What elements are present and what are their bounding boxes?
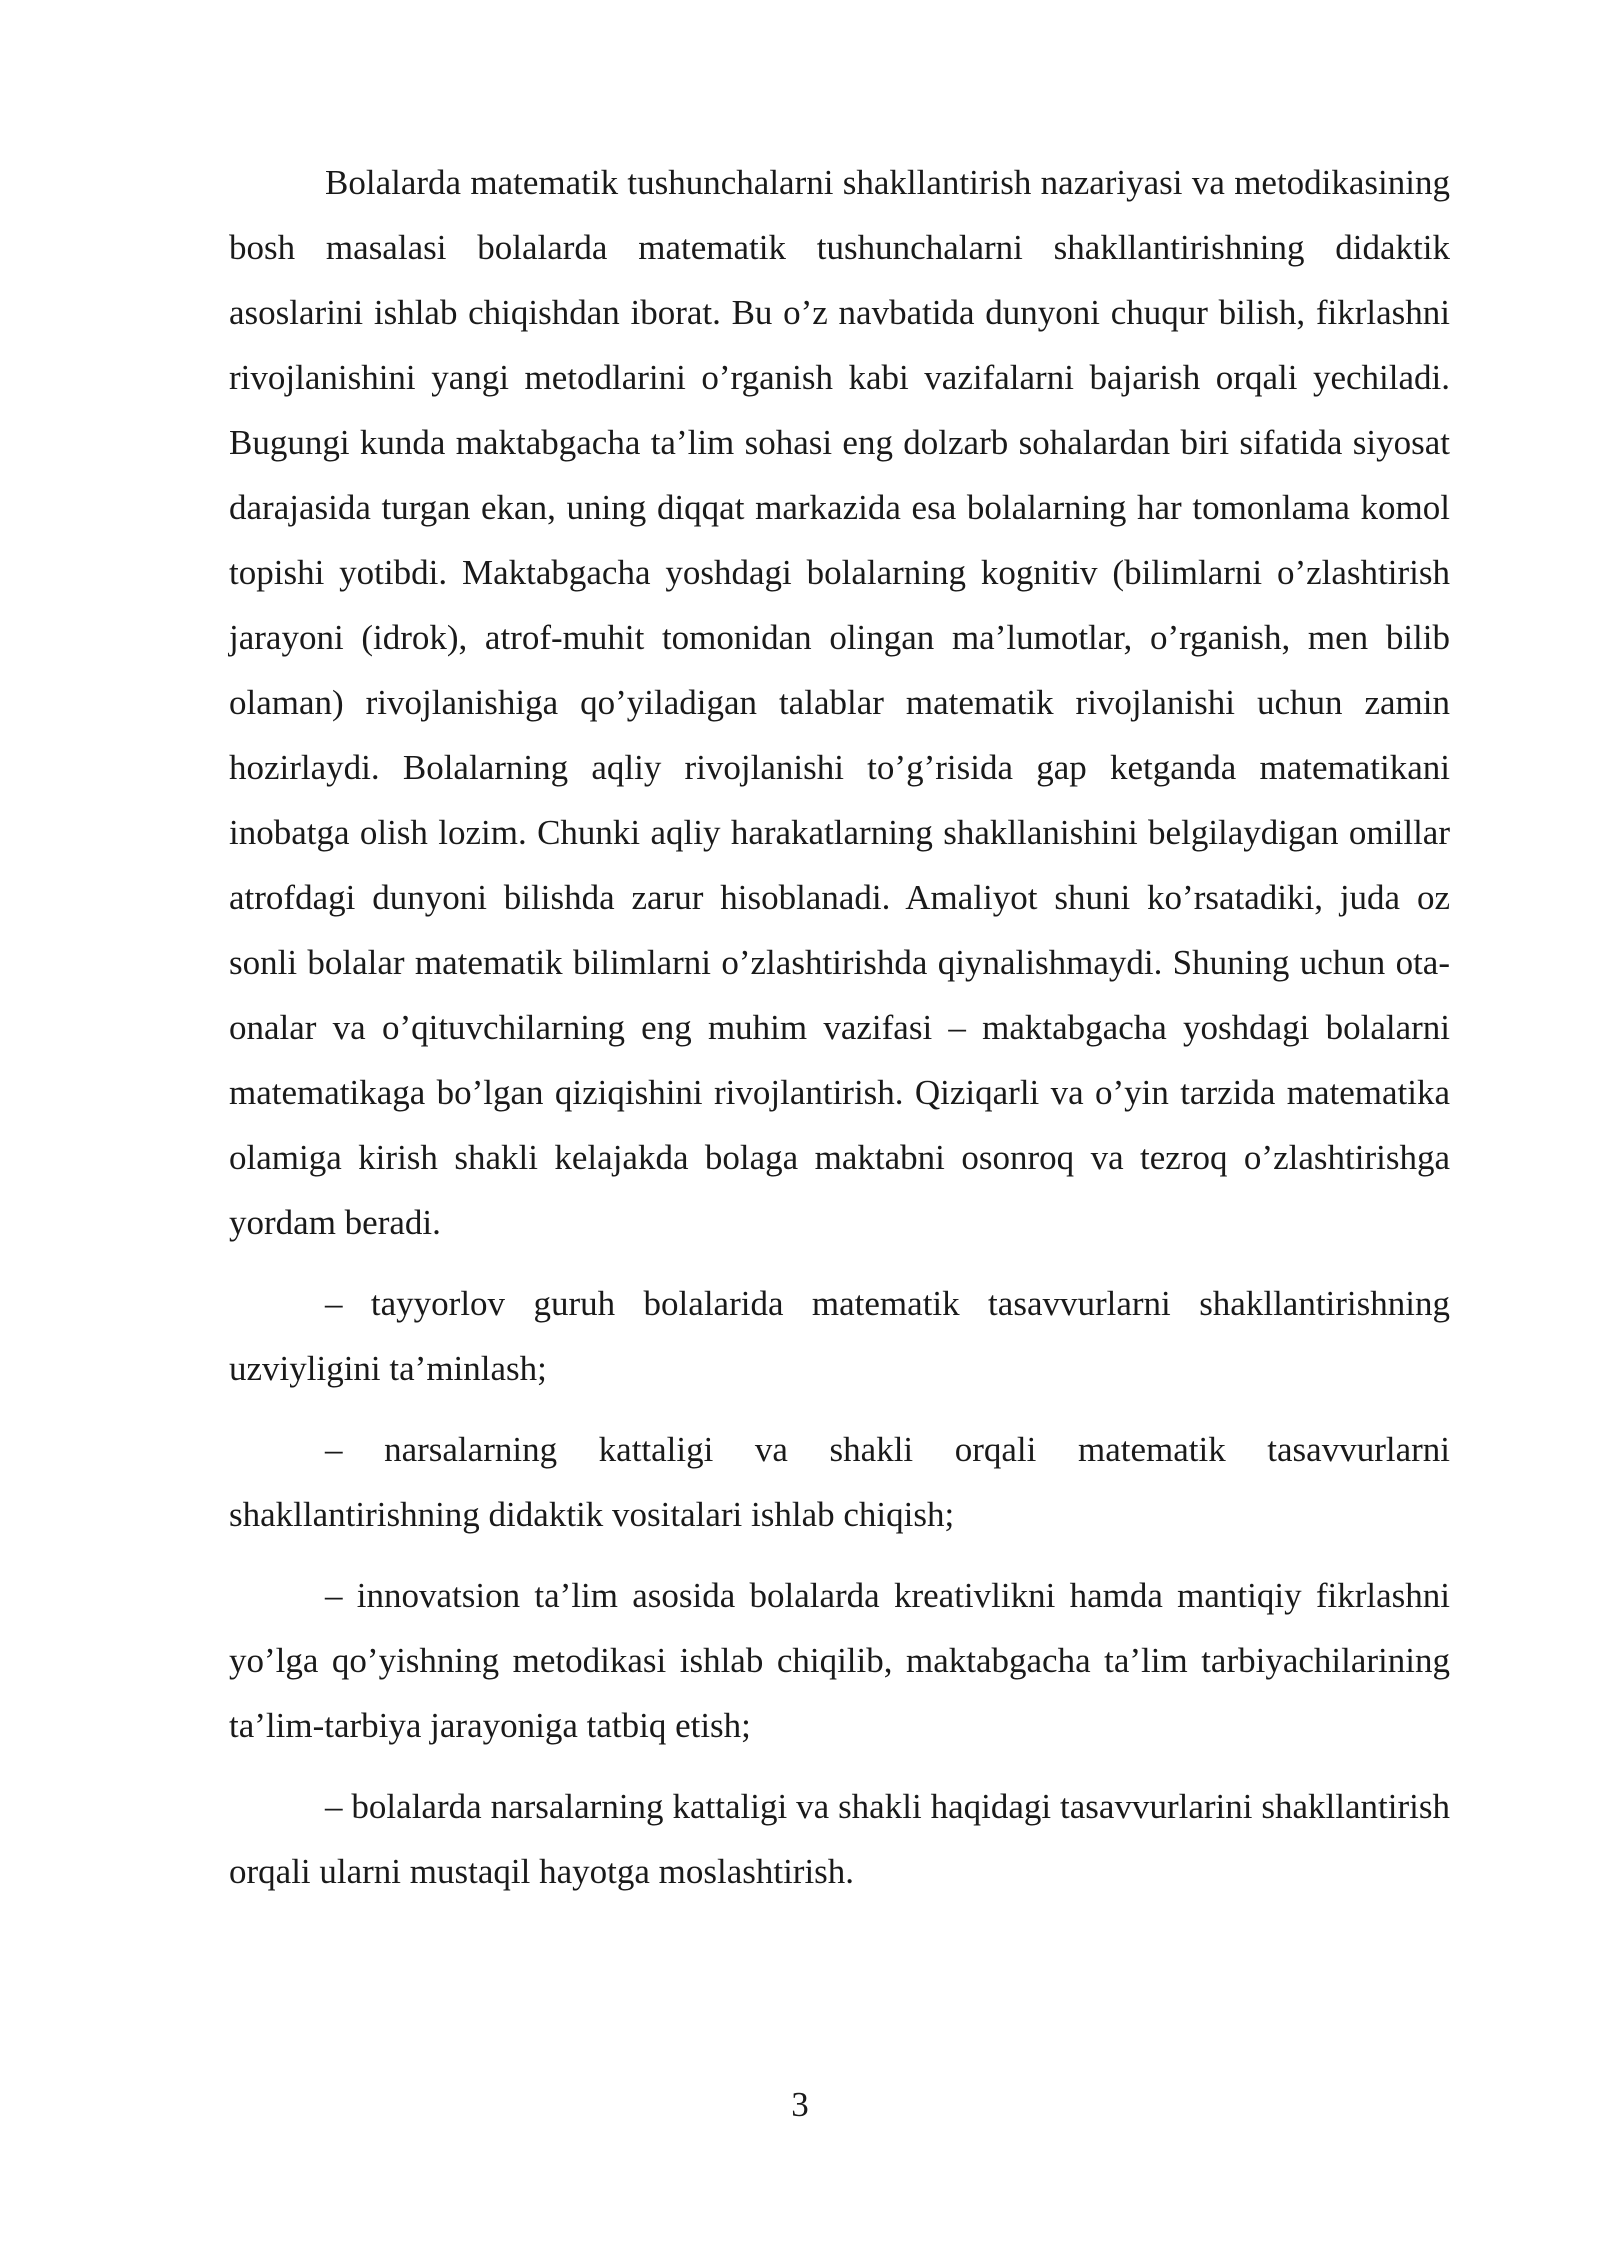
list-item: – narsalarning kattaligi va shakli orqali matematik tasavvurlarni shakllantirishning didaktik vositalari ishlab chiqish; [229, 1430, 1450, 1534]
page-number: 3 [791, 2085, 809, 2124]
list-item: – bolalarda narsalarning kattaligi va shakli haqidagi tasavvurlarini shakllantirish orqali ularni mustaqil hayotga moslashtirish. [229, 1787, 1450, 1891]
list-item: – tayyorlov guruh bolalarida matematik tasavvurlarni shakllantirishning uzviyligini ta’minlash; [229, 1284, 1450, 1388]
document-body [229, 150, 1450, 1920]
list-item: – innovatsion ta’lim asosida bolalarda kreativlikni hamda mantiqiy fikrlashni yo’lga qo’yishning metodikasi ishlab chiqilib, maktabgacha ta’lim tarbiyachilarining ta’lim-tarbiya jarayoniga tatbiq etish; [229, 1576, 1450, 1745]
body-paragraph: Bolalarda matematik tushunchalarni shakllantirish nazariyasi va metodikasining bosh masalasi bolalarda matematik tushunchalarni shakllantirishning didaktik asoslarini ishlab chiqishdan iborat. Bu o’z navbatida dunyoni chuqur bilish, fikrlashni rivojlanishini yangi metodlarini o’rganish kabi vazifalarni bajarish orqali yechiladi. Bugungi kunda maktabgacha ta’lim sohasi eng dolzarb sohalardan biri sifatida siyosat darajasida turgan ekan, uning diqqat markazida esa bolalarning har tomonlama komol topishi yotibdi. Maktabgacha yoshdagi bolalarning kognitiv (bilimlarni o’zlashtirish jarayoni (idrok), atrof-muhit tomonidan olingan ma’lumotlar, o’rganish, men bilib olaman) rivojlanishiga qo’yiladigan talablar matematik rivojlanishi uchun zamin hozirlaydi. Bolalarning aqliy rivojlanishi to’g’risida gap ketganda matematikani inobatga olish lozim. Chunki aqliy harakatlarning shakllanishini belgilaydigan omillar atrofdagi dunyoni bilishda zarur hisoblanadi. Amaliyot shuni ko’rsatadiki, juda oz sonli bolalar matematik bilimlarni o’zlashtirishda qiynalishmaydi. Shuning uchun ota-onalar va o’qituvchilarning eng muhim vazifasi – maktabgacha yoshdagi bolalarni matematikaga bo’lgan qiziqishini rivojlantirish. Qiziqarli va o’yin tarzida matematika olamiga kirish shakli kelajakda bolaga maktabni osonroq va tezroq o’zlashtirishga yordam beradi. [229, 163, 1450, 1242]
